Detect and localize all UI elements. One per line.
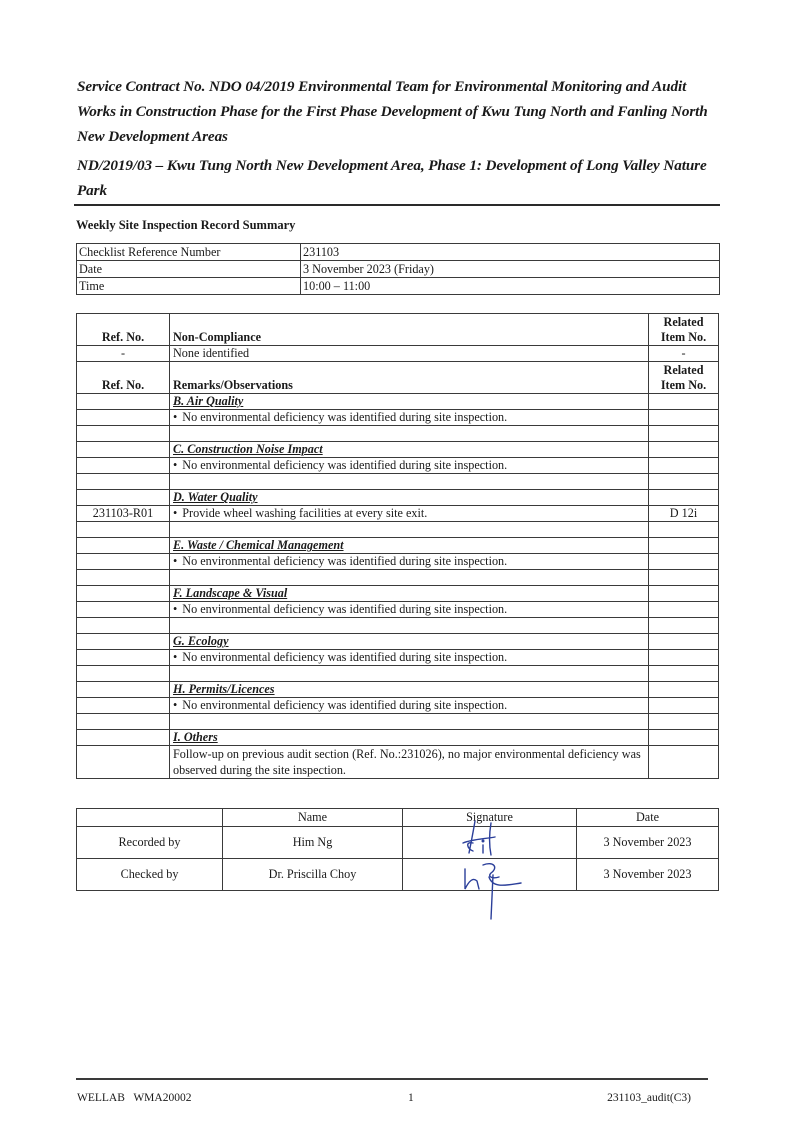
observation-text: • Provide wheel washing facilities at every site exit.	[170, 506, 649, 522]
observation-text: • No environmental deficiency was identified during site inspection.	[170, 650, 649, 666]
info-label: Checklist Reference Number	[77, 244, 301, 261]
signature-cell	[403, 827, 577, 859]
noncompliance-header-row	[77, 314, 719, 346]
table-row	[77, 506, 719, 522]
name-cell: Him Ng	[223, 827, 403, 859]
section-title: E. Waste / Chemical Management	[170, 538, 649, 554]
section-title: D. Water Quality	[170, 490, 649, 506]
related-cell	[649, 650, 719, 666]
spacer-row	[77, 618, 719, 634]
column-header-ref: Ref. No.	[77, 314, 170, 346]
info-value: 10:00 – 11:00	[301, 278, 720, 295]
section-title-row	[77, 394, 719, 410]
info-label: Date	[77, 261, 301, 278]
section-title-row	[77, 682, 719, 698]
related-cell	[649, 410, 719, 426]
ref-cell	[77, 602, 170, 618]
observation-text: Follow-up on previous audit section (Ref. No.:231026), no major environmental deficiency was observed during the site inspection.	[170, 746, 649, 779]
ref-cell	[77, 410, 170, 426]
signoff-header-row	[77, 809, 719, 827]
section-title: H. Permits/Licences	[170, 682, 649, 698]
page-number: 1	[408, 1092, 414, 1104]
section-title-row	[77, 490, 719, 506]
table-row	[77, 698, 719, 714]
spacer-row	[77, 666, 719, 682]
section-title-row	[77, 634, 719, 650]
role-cell: Recorded by	[77, 827, 223, 859]
ref-cell	[77, 698, 170, 714]
date-cell: 3 November 2023	[577, 859, 719, 891]
info-value: 3 November 2023 (Friday)	[301, 261, 720, 278]
table-row	[77, 746, 719, 779]
observation-text: • No environmental deficiency was identified during site inspection.	[170, 410, 649, 426]
column-header-date: Date	[577, 809, 719, 827]
header-divider	[74, 204, 720, 206]
ref-cell: -	[77, 346, 170, 362]
ref-cell	[77, 746, 170, 779]
footer-divider	[76, 1078, 708, 1080]
table-row	[77, 602, 719, 618]
section-title-row	[77, 586, 719, 602]
signoff-row-checked	[77, 859, 719, 891]
section-title: F. Landscape & Visual	[170, 586, 649, 602]
inspection-info-table	[76, 243, 720, 295]
footer-document-id: 231103_audit(C3)	[607, 1092, 691, 1104]
table-row	[77, 346, 719, 362]
handwritten-signature-icon	[403, 859, 570, 939]
info-label: Time	[77, 278, 301, 295]
info-value: 231103	[301, 244, 720, 261]
section-title: G. Ecology	[170, 634, 649, 650]
column-header-ref: Ref. No.	[77, 362, 170, 394]
column-header-remarks: Remarks/Observations	[170, 362, 649, 394]
related-cell	[649, 458, 719, 474]
table-row	[77, 458, 719, 474]
observation-text: • No environmental deficiency was identified during site inspection.	[170, 458, 649, 474]
ref-cell	[77, 650, 170, 666]
related-cell: -	[649, 346, 719, 362]
column-header-signature: Signature	[403, 809, 577, 827]
desc-cell: None identified	[170, 346, 649, 362]
remarks-header-row	[77, 362, 719, 394]
column-header-related: Related Item No.	[649, 314, 719, 346]
section-title-row	[77, 538, 719, 554]
ref-cell	[77, 554, 170, 570]
related-cell	[649, 602, 719, 618]
document-subtitle: Weekly Site Inspection Record Summary	[76, 218, 296, 232]
ref-cell	[77, 458, 170, 474]
spacer-row	[77, 426, 719, 442]
column-header-noncompliance: Non-Compliance	[170, 314, 649, 346]
section-title: C. Construction Noise Impact	[170, 442, 649, 458]
spacer-row	[77, 522, 719, 538]
column-header-name: Name	[223, 809, 403, 827]
project-title: ND/2019/03 – Kwu Tung North New Development Area, Phase 1: Development of Long Valley Nature Park	[77, 157, 707, 199]
observation-text: • No environmental deficiency was identified during site inspection.	[170, 698, 649, 714]
related-cell	[649, 746, 719, 779]
column-header-role	[77, 809, 223, 827]
table-row	[77, 650, 719, 666]
info-row-date	[77, 261, 720, 278]
findings-table	[76, 313, 719, 779]
related-cell	[649, 698, 719, 714]
section-title: I. Others	[170, 730, 649, 746]
ref-cell: 231103-R01	[77, 506, 170, 522]
related-cell: D 12i	[649, 506, 719, 522]
related-cell	[649, 554, 719, 570]
section-title-row	[77, 730, 719, 746]
contract-title: Service Contract No. NDO 04/2019 Environmental Team for Environmental Monitoring and Audit Works in Construction Phase for the First Phase Development of Kwu Tung North and Fanling North New Development Areas	[77, 78, 708, 145]
column-header-related: Related Item No.	[649, 362, 719, 394]
section-title-row	[77, 442, 719, 458]
info-row-time	[77, 278, 720, 295]
spacer-row	[77, 714, 719, 730]
spacer-row	[77, 570, 719, 586]
date-cell: 3 November 2023	[577, 827, 719, 859]
table-row	[77, 554, 719, 570]
table-row	[77, 410, 719, 426]
name-cell: Dr. Priscilla Choy	[223, 859, 403, 891]
signoff-row-recorded	[77, 827, 719, 859]
spacer-row	[77, 474, 719, 490]
section-title: B. Air Quality	[170, 394, 649, 410]
observation-text: • No environmental deficiency was identified during site inspection.	[170, 602, 649, 618]
footer-company-code: WELLAB WMA20002	[77, 1092, 192, 1104]
observation-text: • No environmental deficiency was identified during site inspection.	[170, 554, 649, 570]
signoff-table	[76, 808, 719, 891]
role-cell: Checked by	[77, 859, 223, 891]
signature-cell	[403, 859, 577, 891]
info-row-reference	[77, 244, 720, 261]
